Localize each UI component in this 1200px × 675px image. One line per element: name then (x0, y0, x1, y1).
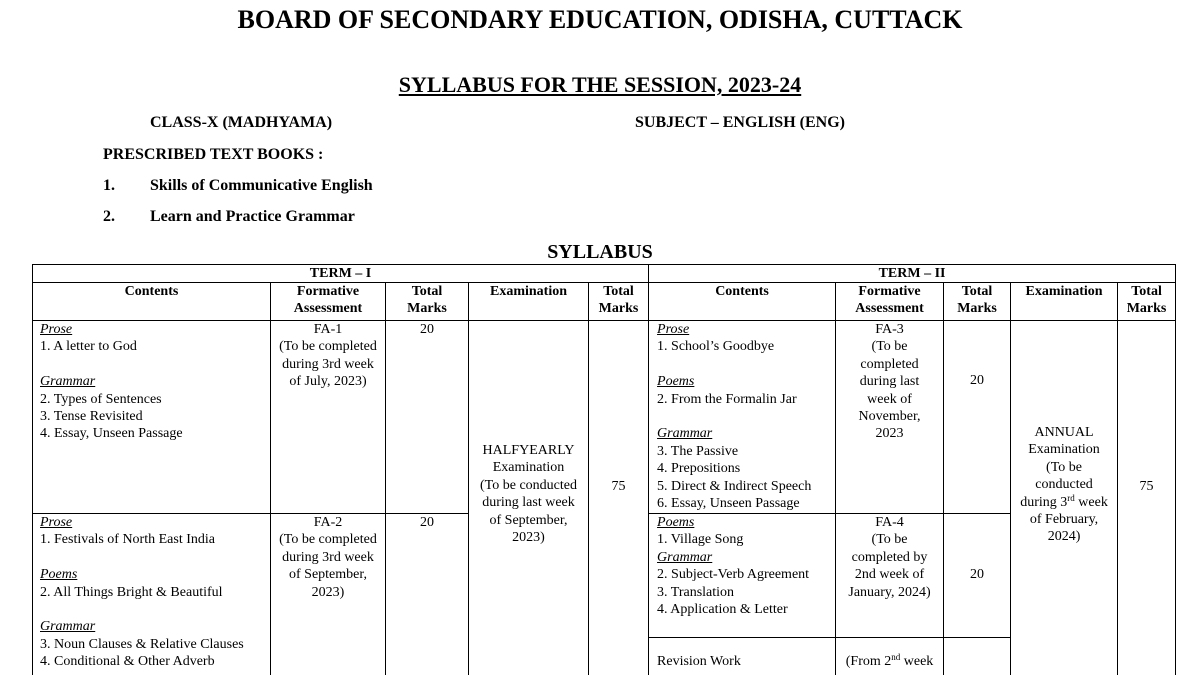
header-text: Formative (296, 284, 360, 299)
contents-item: 3. Tense Revisited (40, 409, 143, 425)
exam-line: (To be (1046, 459, 1082, 475)
contents-item: 4. Prepositions (657, 461, 741, 477)
term2-header-exam-total (1118, 283, 1176, 321)
header-text: Assessment (855, 301, 924, 317)
book-title: Skills of Communicative English (150, 177, 373, 194)
spacer (40, 601, 270, 618)
header-text: Total (411, 284, 443, 299)
exam-line: 2023) (512, 530, 545, 546)
exam-line: (To be conducted (480, 477, 577, 493)
contents-item: 3. Translation (657, 584, 735, 600)
exam-line: 2024) (1047, 529, 1081, 545)
header-text: Total (961, 284, 993, 299)
contents-heading: Grammar (657, 549, 713, 565)
header-text: Formative (858, 284, 921, 299)
ordinal-suffix: nd (891, 652, 901, 662)
header-text: Examination (489, 284, 567, 299)
contents-item: 1. A letter to God (40, 339, 137, 355)
term1-block1-contents (33, 321, 271, 514)
header-text: Marks (407, 301, 447, 317)
contents-item: 5. Direct & Indirect Speech (657, 478, 812, 494)
contents-heading: Prose (657, 322, 690, 337)
formative-line: FA-1 (313, 322, 343, 337)
exam-line: Examination (1028, 442, 1100, 458)
term2-block3-contents (649, 638, 836, 675)
formative-line: November, (858, 409, 921, 425)
contents-heading: Poems (40, 567, 78, 583)
exam-line: of February, (1029, 512, 1099, 528)
ordinal-suffix: rd (1067, 492, 1075, 503)
spacer (40, 356, 270, 373)
exam-line: during last week (482, 495, 575, 511)
contents-heading: Prose (40, 322, 73, 337)
prescribed-books-label: PRESCRIBED TEXT BOOKS : (103, 146, 324, 163)
term2-header-formative (836, 283, 944, 321)
column-header-row (33, 283, 1176, 321)
contents-item: 1. Village Song (657, 532, 744, 548)
spacer (657, 408, 835, 425)
term1-header-fa-total (386, 283, 469, 321)
term1-block2-contents (33, 514, 271, 675)
formative-line-text: week (900, 654, 934, 669)
header-text: Contents (124, 284, 179, 299)
term2-header-examination (1011, 283, 1118, 321)
exam-line: ANNUAL (1034, 425, 1094, 440)
header-text: Marks (1126, 301, 1167, 317)
formative-line: (To be (871, 339, 908, 355)
contents-item: 2. All Things Bright & Beautiful (40, 584, 223, 600)
header-text: Examination (1025, 284, 1103, 299)
term-header-row (33, 265, 1176, 283)
formative-line: during 3rd week (282, 549, 374, 565)
term1-block2-total-marks (386, 514, 469, 675)
contents-item: 3. Noun Clauses & Relative Clauses (40, 636, 244, 652)
header-text: Assessment (293, 301, 363, 317)
contents-item: 4. Application & Letter (657, 602, 788, 618)
contents-item: 3. The Passive (657, 443, 739, 459)
book-list-item (103, 207, 355, 227)
spacer (657, 356, 835, 373)
formative-line: of July, 2023) (289, 374, 367, 390)
marks-value: 75 (1139, 479, 1154, 494)
term2-label: TERM – II (649, 265, 1176, 283)
contents-item: 2. Types of Sentences (40, 391, 162, 407)
marks-value: 20 (970, 567, 985, 582)
book-number: 1. (103, 177, 115, 194)
formative-line: 2nd week of (854, 567, 925, 583)
formative-line: 2023) (311, 584, 345, 600)
formative-line: 2023 (875, 426, 904, 442)
contents-heading: Poems (657, 515, 695, 530)
exam-line: Examination (492, 460, 565, 476)
book-number: 2. (103, 208, 115, 225)
syllabus-table (32, 264, 1176, 675)
term1-header-formative (271, 283, 386, 321)
class-label: CLASS-X (MADHYAMA) (150, 114, 333, 131)
term2-header-contents (649, 283, 836, 321)
header-text: Total (603, 284, 634, 299)
exam-line (1011, 494, 1117, 511)
contents-heading: Prose (40, 515, 73, 530)
formative-line: week of (867, 391, 912, 407)
term1-exam-total-marks (589, 321, 649, 675)
term2-block2-contents (649, 514, 836, 638)
header-text: Total (1131, 284, 1162, 299)
term2-block2-total-marks (944, 514, 1011, 638)
subject-label: SUBJECT – ENGLISH (ENG) (635, 114, 845, 131)
contents-item: 4. Conditional & Other Adverb (40, 654, 215, 670)
exam-line: of September, (489, 512, 568, 528)
board-title: BOARD OF SECONDARY EDUCATION, ODISHA, CUTTACK (237, 5, 963, 34)
term2-block1-formative (836, 321, 944, 514)
formative-line: of September, (289, 567, 367, 583)
header-text: Contents (715, 284, 769, 299)
formative-line: FA-4 (875, 515, 904, 530)
formative-line: FA-2 (313, 515, 343, 530)
contents-item: 6. Essay, Unseen Passage (657, 496, 800, 512)
contents-heading: Poems (657, 374, 695, 390)
session-title: SYLLABUS FOR THE SESSION, 2023-24 (398, 72, 802, 97)
exam-line-text: week (1074, 494, 1108, 510)
marks-value: 20 (420, 322, 434, 337)
formative-line: completed by (851, 549, 928, 565)
contents-item: 1. School’s Goodbye (657, 339, 775, 355)
formative-line: January, 2024) (848, 584, 931, 600)
exam-line-text: during 3 (1020, 494, 1068, 510)
contents-heading: Grammar (40, 374, 96, 390)
term1-block1-total-marks (386, 321, 469, 514)
term2-header-fa-total (944, 283, 1011, 321)
header-text: Marks (957, 301, 997, 317)
syllabus-heading: SYLLABUS (547, 241, 653, 263)
term2-examination (1011, 321, 1118, 675)
table-row (33, 321, 1176, 514)
term1-block2-formative (271, 514, 386, 675)
formative-line: (To be completed (279, 339, 377, 355)
term2-block3-formative (836, 638, 944, 675)
formative-line: completed (860, 356, 919, 372)
spacer (40, 549, 270, 566)
exam-line: conducted (1035, 477, 1093, 493)
contents-item: 4. Essay, Unseen Passage (40, 426, 183, 442)
contents-heading: Grammar (40, 619, 96, 635)
contents-item: 1. Festivals of North East India (40, 532, 215, 548)
term1-examination (469, 321, 589, 675)
term1-header-contents (33, 283, 271, 321)
marks-value: 20 (970, 373, 985, 388)
formative-line (836, 653, 943, 670)
header-text: Marks (598, 301, 639, 317)
formative-line: during last (859, 374, 920, 390)
marks-value: 75 (611, 479, 626, 494)
marks-value: 20 (420, 515, 434, 530)
term1-block1-formative (271, 321, 386, 514)
term2-block3-total-marks (944, 638, 1011, 675)
exam-line: HALFYEARLY (482, 443, 575, 458)
formative-line: (To be (871, 532, 908, 548)
book-title: Learn and Practice Grammar (150, 208, 355, 225)
term2-block2-formative (836, 514, 944, 638)
book-list-item (103, 176, 373, 196)
term1-label: TERM – I (33, 265, 649, 283)
term2-block1-contents (649, 321, 836, 514)
contents-item: 2. From the Formalin Jar (657, 391, 797, 407)
formative-line-text: (From 2 (845, 654, 892, 669)
term2-exam-total-marks (1118, 321, 1176, 675)
term1-header-exam-total (589, 283, 649, 321)
formative-line: FA-3 (875, 322, 904, 337)
formative-line: (To be completed (279, 532, 377, 548)
term1-header-examination (469, 283, 589, 321)
contents-item: Revision Work (657, 654, 741, 669)
contents-heading: Grammar (657, 426, 713, 442)
term2-block1-total-marks (944, 321, 1011, 514)
contents-item: 2. Subject-Verb Agreement (657, 567, 810, 583)
formative-line: during 3rd week (282, 356, 374, 372)
